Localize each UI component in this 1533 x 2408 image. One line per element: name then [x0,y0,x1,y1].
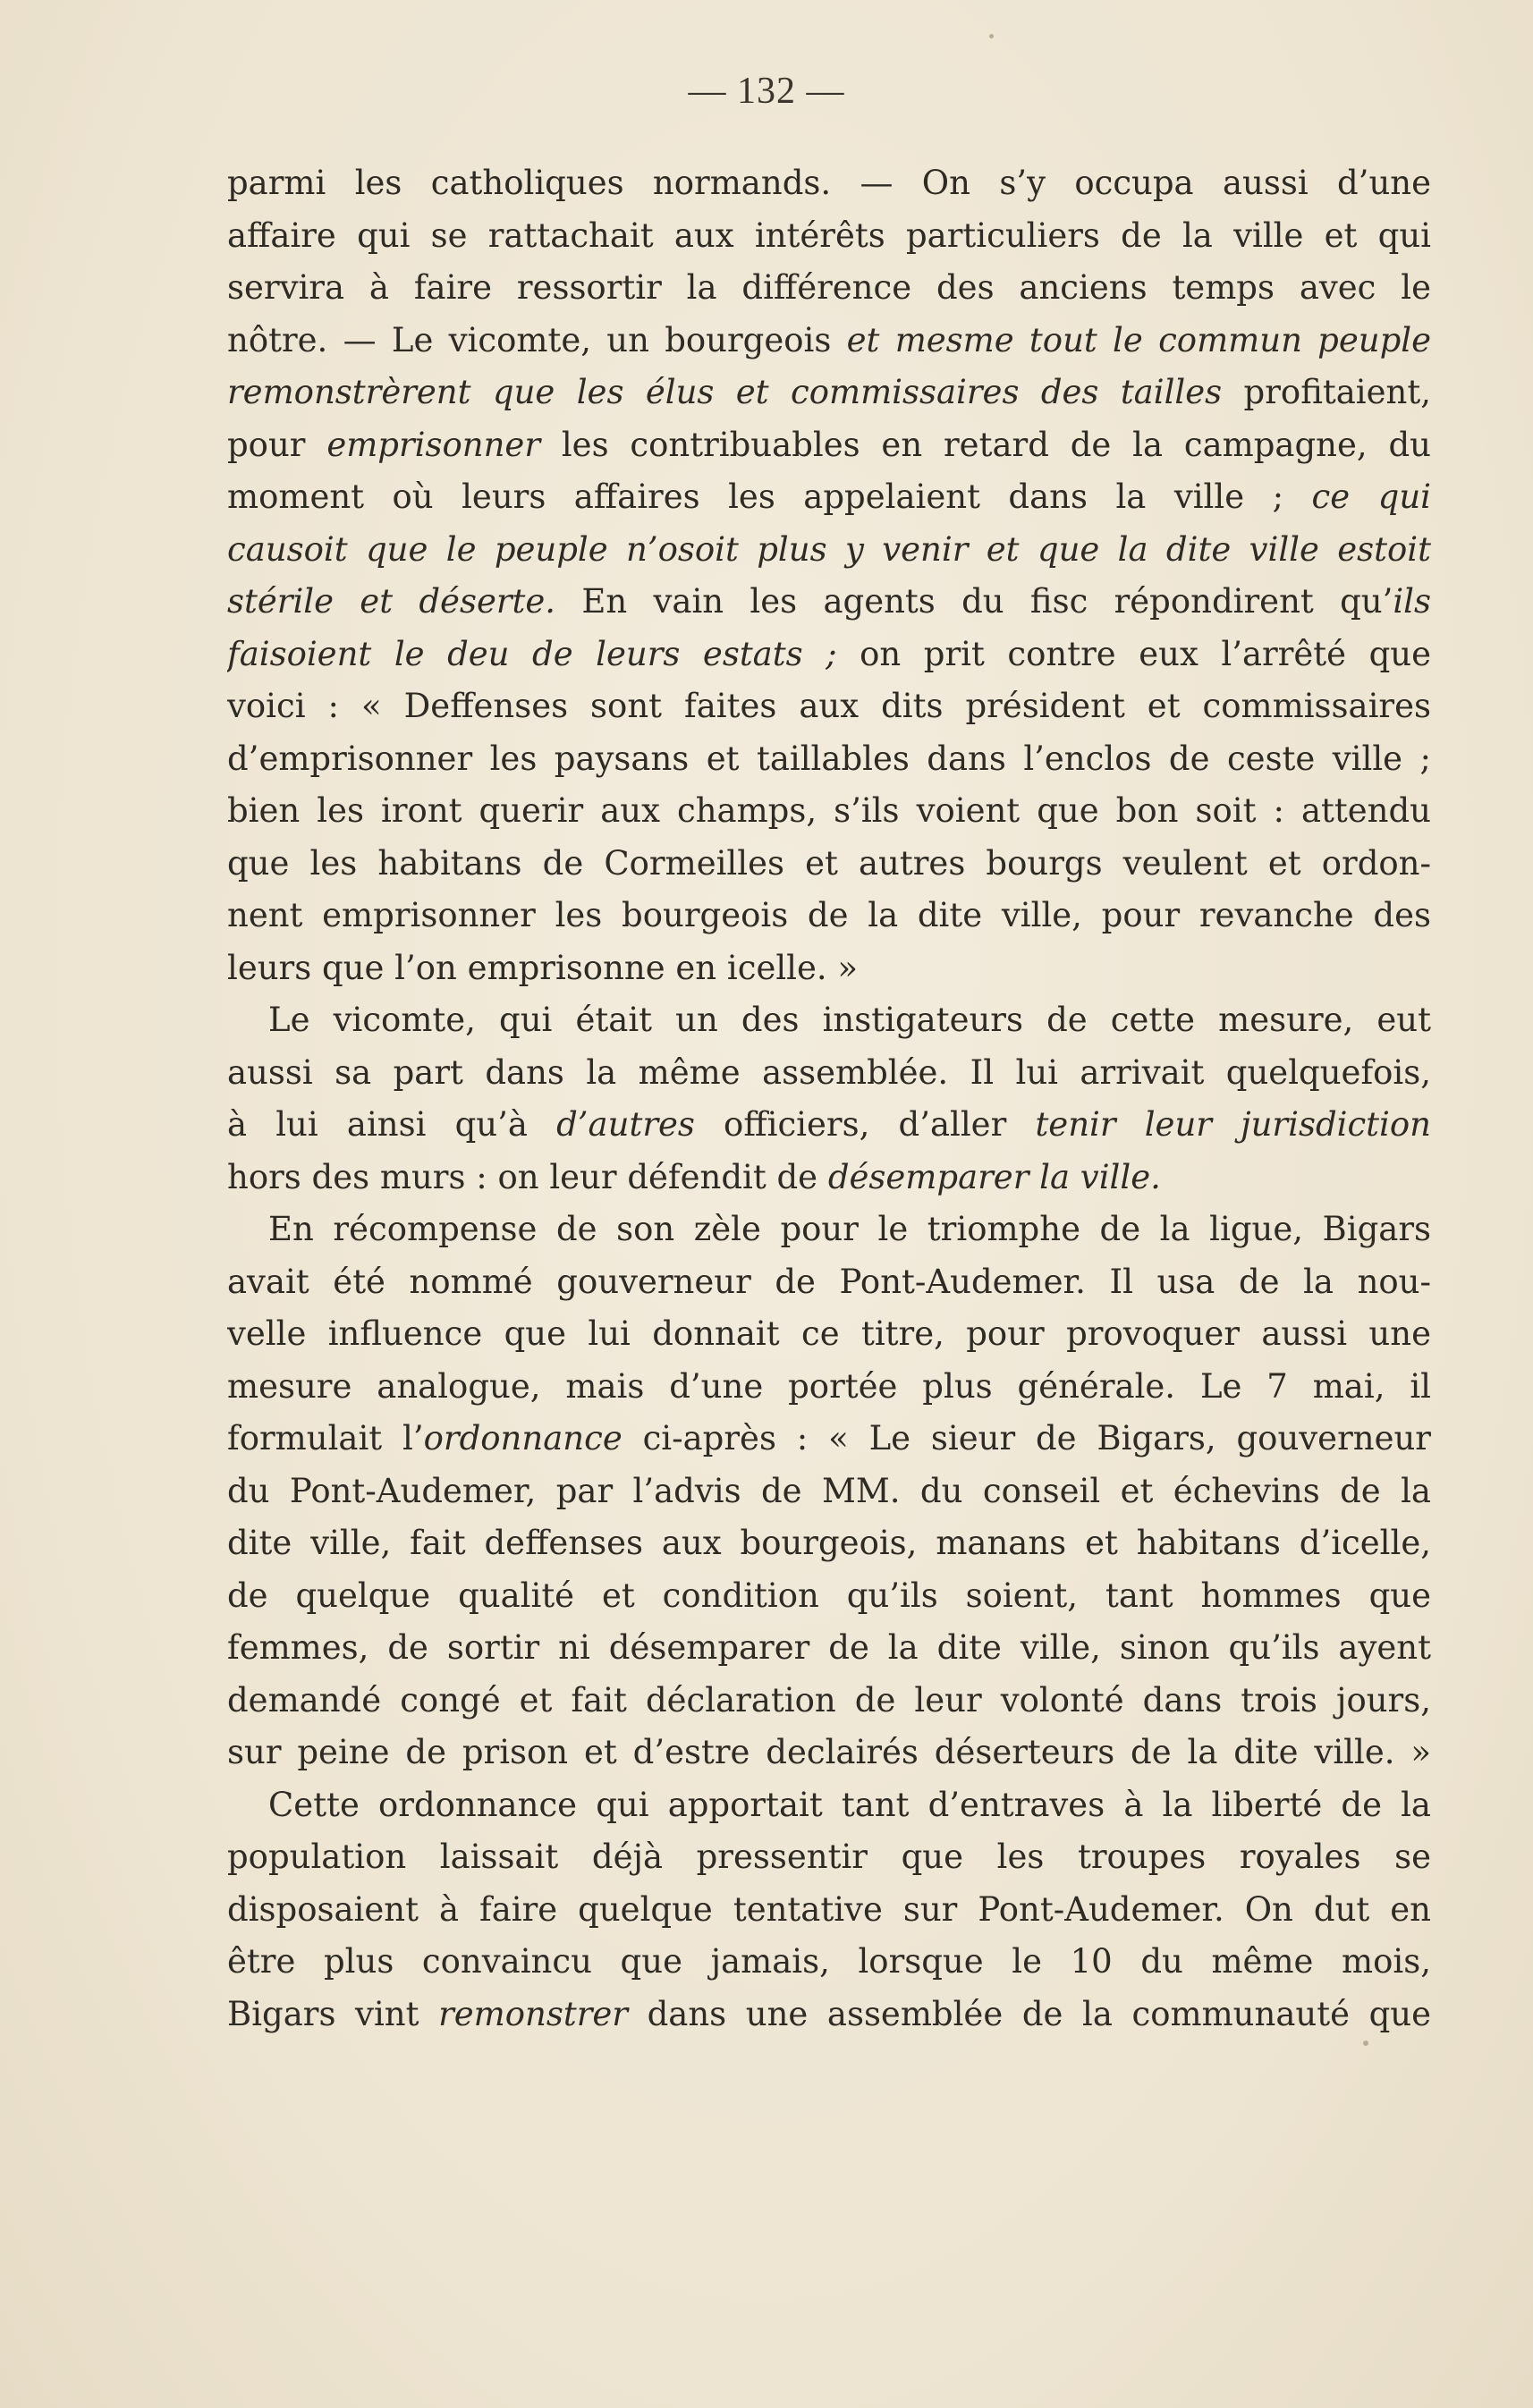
text-line [227,1570,1431,1623]
text-run: population laissait déjà pressentir que les troupes royales se [227,1838,1431,1876]
text-run: que les habitans de Cormeilles et autres bourgs veulent et ordon- [227,843,1431,883]
italic-text: ordonnance [423,1419,623,1457]
text-run: bien les iront querir aux champs, s’ils voient que bon soit : attendu [227,791,1431,830]
text-run: avait été nommé gouverneur de Pont-Audemer. Il usa de la nou- [227,1262,1431,1301]
text-line [227,1413,1431,1466]
text-run: disposaient à faire quelque tentative sur Pont-Audemer. On dut en [227,1889,1431,1929]
text-line [227,1466,1431,1518]
text-run: velle influence que lui donnait ce titre, pour provoquer aussi une [227,1314,1431,1353]
text-run: Bigars vint [227,1994,439,2033]
italic-text: désemparer la ville. [827,1157,1161,1196]
text-line [227,1361,1431,1414]
text-line [227,367,1431,419]
text-line [227,1152,1431,1204]
text-line [227,1047,1431,1100]
text-line [227,262,1431,315]
italic-text: remonstrèrent que les élus et commissaires des tailles [227,373,1223,411]
text-line [227,1204,1431,1256]
text-run: En récompense de son zèle pour le triomphe de la ligue, Bigars [268,1210,1431,1248]
italic-text: ils [1393,582,1431,621]
body-text [227,157,1431,2040]
text-run: aussi sa part dans la même assemblée. Il lui arrivait quelquefois, [227,1052,1431,1092]
text-line [227,419,1431,472]
text-run: Le vicomte, qui était un des instigateurs de cette mesure, eut [268,1001,1431,1039]
text-run: voici : « Deffenses sont faites aux dits président et commissaires [227,687,1431,725]
text-run: hors des murs : on leur défendit de [227,1157,828,1196]
paper-speck [1363,2040,1368,2046]
text-line [227,1256,1431,1309]
text-run: dite ville, fait deffenses aux bourgeois, manans et habitans d’icelle, [227,1524,1431,1562]
text-line [227,576,1431,629]
text-line [227,1831,1431,1884]
text-run: être plus convaincu que jamais, lorsque le 10 du même mois, [227,1942,1431,1981]
text-run: En vain les agents du fisc répondirent qu’ [555,582,1393,621]
text-run: officiers, d’aller [694,1105,1036,1144]
text-line [227,890,1431,942]
text-run: parmi les catholiques normands. — On s’y occupa aussi d’une [227,164,1431,202]
text-run: du Pont-Audemer, par l’advis de MM. du conseil et échevins de la [227,1471,1431,1510]
text-run: nôtre. — Le vicomte, un bourgeois [227,320,847,359]
text-run: ci-après : « Le sieur de Bigars, gouverneur [622,1419,1431,1457]
text-run: on prit contre eux l’arrêté que [836,634,1431,673]
text-line [227,471,1431,524]
text-run: de quelque qualité et condition qu’ils soient, tant hommes que [227,1576,1431,1615]
text-run: profitaient, [1222,373,1431,411]
text-line [227,1779,1431,1832]
text-run: demandé congé et fait déclaration de leur volonté dans trois jours, [227,1680,1431,1719]
italic-text: emprisonner [326,425,541,464]
text-line [227,838,1431,891]
page-number: — 132 — [688,71,845,112]
italic-text: remonstrer [438,1994,628,2033]
text-line [227,942,1431,995]
text-line [227,1099,1431,1152]
text-line [227,785,1431,838]
text-line [227,1989,1431,2041]
paper-speck [989,34,994,38]
text-run: leurs que l’on emprisonne en icelle. » [227,948,859,987]
text-run: sur peine de prison et d’estre declairés déserteurs de la dite ville. » [227,1733,1431,1771]
text-line [227,210,1431,263]
text-line [227,680,1431,733]
italic-text: faisoient le deu de leurs estats ; [227,634,837,673]
text-run: moment où leurs affaires les appelaient dans la ville ; [227,477,1312,516]
text-line [227,1517,1431,1570]
text-line [227,1308,1431,1361]
text-line [227,157,1431,210]
text-line [227,1622,1431,1675]
italic-text: tenir leur jurisdiction [1035,1105,1431,1144]
text-line [227,994,1431,1047]
text-line [227,629,1431,681]
text-line [227,733,1431,786]
text-run: formulait l’ [227,1419,424,1457]
italic-text: stérile et déserte. [227,582,556,621]
text-run: nent emprisonner les bourgeois de la dite ville, pour revanche des [227,896,1431,934]
text-line [227,524,1431,577]
italic-text: d’autres [556,1105,695,1144]
italic-text: et mesme tout le commun peuple [846,320,1431,359]
italic-text: ce qui [1311,477,1431,516]
text-line [227,1727,1431,1779]
text-run: servira à faire ressortir la différence des anciens temps avec le [227,268,1431,307]
text-run: mesure analogue, mais d’une portée plus générale. Le 7 mai, il [227,1366,1431,1406]
text-run: pour [227,425,327,464]
text-run: dans une assemblée de la communauté que [627,1994,1431,2033]
text-line [227,315,1431,368]
text-run: les contribuables en retard de la campagne, du [540,425,1431,464]
text-line [227,1884,1431,1937]
text-run: affaire qui se rattachait aux intérêts particuliers de la ville et qui [227,215,1431,255]
text-run: d’emprisonner les paysans et taillables dans l’enclos de ceste ville ; [227,739,1431,778]
text-line [227,1675,1431,1728]
italic-text: causoit que le peuple n’osoit plus y venir et que la dite ville estoit [227,529,1431,569]
text-run: femmes, de sortir ni désemparer de la dite ville, sinon qu’ils ayent [227,1628,1431,1667]
text-run: à lui ainsi qu’à [227,1105,557,1144]
text-line [227,1936,1431,1989]
text-run: Cette ordonnance qui apportait tant d’entraves à la liberté de la [268,1785,1431,1824]
